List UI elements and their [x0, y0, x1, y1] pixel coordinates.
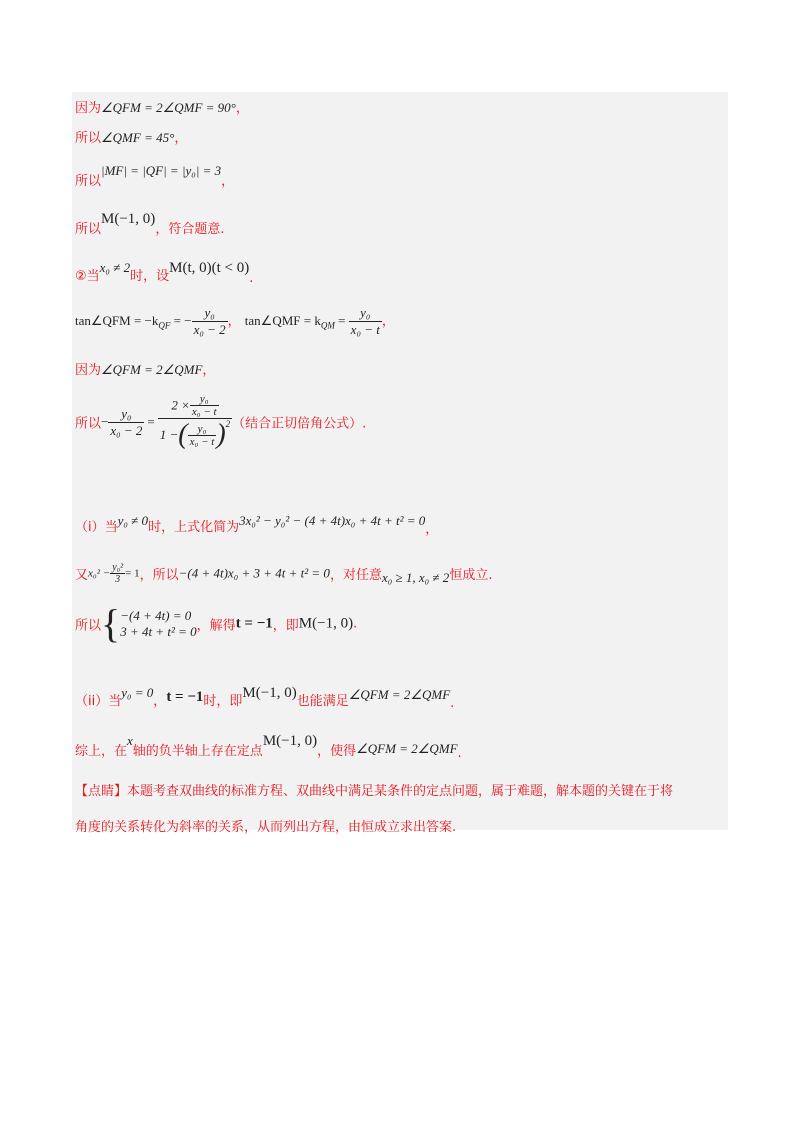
formula: M(−1, 0)	[101, 211, 156, 227]
fraction	[190, 393, 219, 418]
formula: 3x₀² − y₀² − (4 + 4t)x₀ + 4t + t² = 0	[239, 513, 426, 528]
numerator: y₀	[188, 423, 217, 436]
denominator: x₀ − 2	[110, 422, 143, 438]
text: ，	[174, 131, 188, 146]
text: 所以	[75, 174, 102, 189]
formula: M(−1, 0)	[242, 685, 297, 701]
text: 角度的关系转化为斜率的关系，从而列出方程，由恒成立求出答案.	[75, 820, 457, 835]
text: ，	[235, 101, 249, 116]
text: 所以	[75, 618, 102, 634]
text: 时，即	[203, 694, 243, 709]
formula: 2 ×	[171, 397, 190, 413]
text: 时，设	[130, 269, 170, 284]
text: 所以	[75, 222, 102, 237]
text: 因为	[75, 101, 102, 116]
fraction	[192, 305, 228, 338]
text: 所以	[75, 131, 102, 146]
big-fraction	[158, 393, 232, 451]
line-5	[75, 257, 254, 286]
fraction	[110, 562, 125, 585]
denominator: 3	[115, 574, 121, 585]
text: 【点睛】本题考查双曲线的标准方程、双曲线中满足某条件的定点问题，属于难题，解本题的关键在于将	[75, 784, 674, 799]
formula: −	[101, 414, 109, 429]
denominator: x₀ − t	[191, 406, 217, 418]
formula: M(−1, 0)	[298, 615, 354, 632]
text: ，	[153, 694, 167, 709]
text: ，	[381, 314, 395, 329]
text: 恒成立.	[449, 568, 493, 583]
denominator: 1 −( $\frac{\text{y₀}}{\text{x₀ − t}}$ )$^2$	[159, 419, 231, 450]
equation: 3 + 4t + t² = 0	[120, 624, 197, 639]
denominator: x₀ − 2	[193, 322, 226, 337]
formula: M(−1, 0)	[262, 733, 318, 749]
text: ，	[202, 363, 216, 378]
text: 也能满足	[296, 694, 349, 709]
subscript: QM	[320, 320, 335, 331]
text: .	[249, 271, 254, 286]
formula: 1 −	[159, 427, 179, 442]
formula: ∠QFM = 2∠QMF	[348, 687, 451, 702]
denominator: x₀ − t	[189, 435, 215, 448]
formula: y₀ ≠ 0	[117, 513, 149, 528]
formula: tan∠QFM = −k	[75, 313, 159, 328]
line-9	[75, 510, 439, 537]
equation-system	[120, 608, 196, 640]
formula: −(4 + 4t)x₀ + 3 + 4t + t² = 0	[178, 565, 330, 581]
formula: M(t, 0)(t < 0)	[169, 260, 250, 276]
line-3	[75, 160, 235, 189]
formula: x₀² −	[88, 567, 111, 580]
formula: t = −1	[166, 689, 204, 705]
formula: = 1	[125, 567, 140, 580]
text: .	[353, 616, 358, 632]
line-10	[75, 562, 492, 585]
formula: x	[127, 733, 133, 748]
formula: |MF| = |QF| = |y₀| = 3	[101, 163, 222, 178]
fraction	[349, 305, 382, 338]
line-1	[75, 97, 249, 116]
line-12	[75, 682, 455, 711]
line-6	[75, 305, 395, 338]
text: 所以	[75, 416, 102, 432]
line-11: 所以{ −(4 + 4t) = 0 3 + 4t + t² = 0 ，解得t = −1，即M(−1, 0).	[75, 601, 358, 646]
line-8	[75, 393, 366, 451]
formula: x₀ ≠ 2	[99, 260, 131, 275]
text: ，即	[272, 618, 299, 634]
numerator: y₀	[349, 305, 382, 322]
formula: =	[147, 414, 155, 429]
text: ，	[425, 522, 439, 537]
text: 因为	[75, 363, 102, 378]
numerator	[158, 393, 232, 419]
formula: y₀ = 0	[121, 685, 154, 700]
numerator: y₀	[190, 393, 219, 406]
text: （ii）当	[75, 694, 122, 709]
formula: ∠QFM = 2∠QMF	[101, 362, 203, 377]
comment-line-2	[75, 816, 456, 835]
line-2	[75, 127, 187, 146]
text: .	[457, 746, 462, 761]
text: 又	[75, 568, 89, 583]
text: （i）当	[75, 520, 118, 535]
text: 时，上式化简为	[148, 520, 240, 535]
line-4	[75, 208, 225, 237]
fraction	[188, 423, 217, 448]
exponent: 2	[225, 419, 231, 429]
formula: = −	[170, 313, 192, 328]
numerator: y₀	[192, 305, 228, 322]
subscript: QF	[158, 320, 171, 331]
text: 综上，在	[75, 744, 128, 759]
formula: =	[334, 313, 349, 328]
text: .	[450, 696, 455, 711]
text: ，	[221, 174, 235, 189]
formula: x₀ ≥ 1, x₀ ≠ 2	[381, 569, 450, 585]
fraction	[108, 406, 144, 439]
formula: ∠QFM = 2∠QMF = 90°	[101, 100, 236, 115]
text: ，使得	[317, 744, 357, 759]
formula: t = −1	[235, 615, 273, 632]
formula: ∠QMF = 45°	[101, 130, 175, 145]
denominator: x₀ − t	[350, 322, 380, 337]
line-7	[75, 359, 215, 378]
solution-panel	[72, 92, 728, 830]
text: ，符合题意.	[155, 222, 225, 237]
formula: ∠QFM = 2∠QMF	[356, 741, 458, 756]
comment-line-1	[75, 780, 673, 799]
text: ，	[227, 314, 241, 329]
equation: −(4 + 4t) = 0	[120, 608, 192, 623]
numerator: y₀²	[112, 562, 124, 573]
text: ，解得	[196, 618, 236, 634]
text: ，对任意	[329, 568, 382, 583]
text: 轴的负半轴上存在定点	[132, 744, 263, 759]
text: （结合正切倍角公式）.	[232, 416, 367, 432]
line-13	[75, 730, 462, 761]
numerator: y₀	[108, 406, 144, 423]
text: ，所以	[139, 568, 179, 583]
formula: tan∠QMF = k	[244, 313, 321, 328]
text: ②当	[75, 269, 100, 284]
